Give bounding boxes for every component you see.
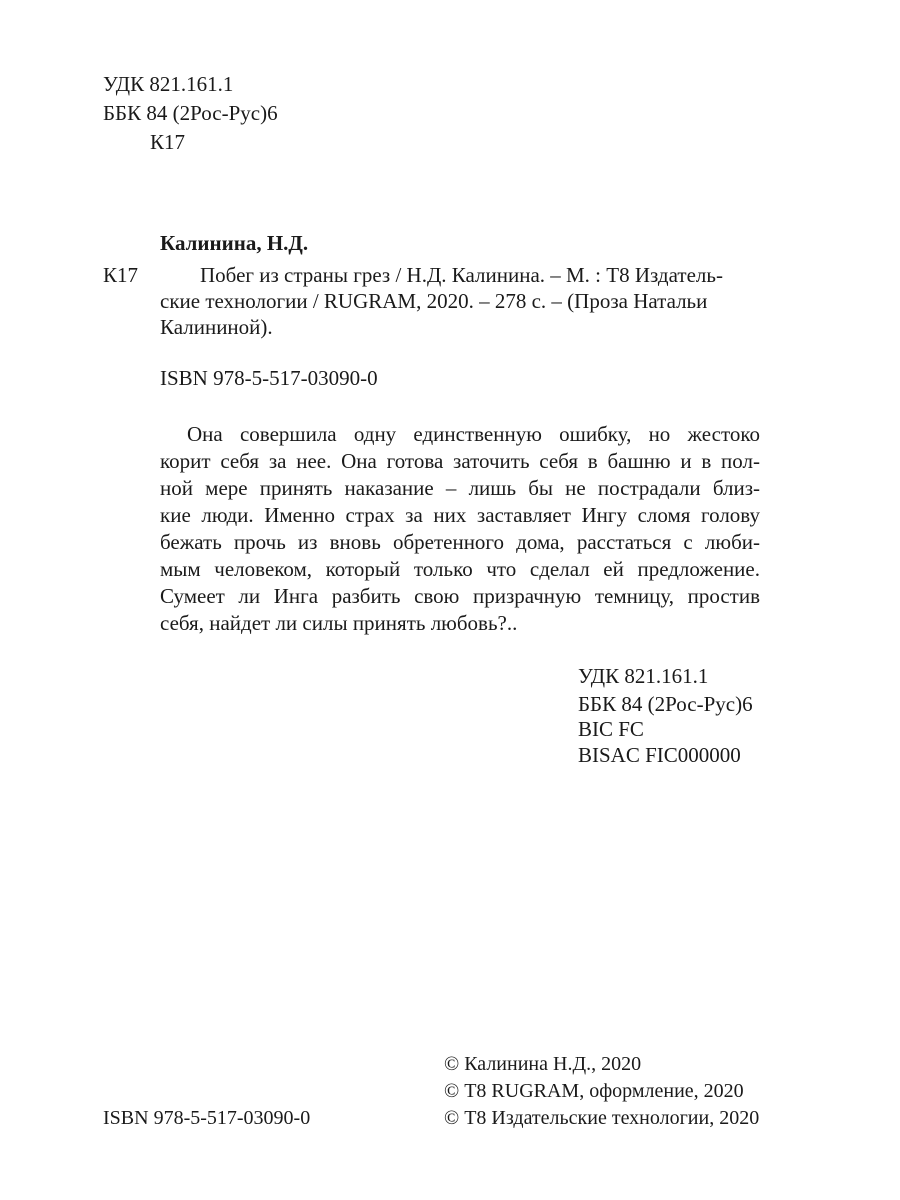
annotation-line-6: мым человеком, который только что сделал ей предложение. [160,557,760,581]
entry-line-1: Побег из страны грез / Н.Д. Калинина. – М. : Т8 Издатель- [200,263,723,287]
annotation-line-1: Она совершила одну единственную ошибку, но жестоко [187,422,760,446]
isbn-entry: ISBN 978-5-517-03090-0 [160,366,378,390]
author-sign-entry: К17 [103,263,139,287]
author-heading: Калинина, Н.Д. [160,231,309,255]
udk-top: УДК 821.161.1 [103,72,234,96]
annotation-line-2: корит себя за нее. Она готова заточить себя в башню и в пол- [160,449,760,473]
bisac-code: BISAC FIC000000 [578,743,741,767]
udk-right: УДК 821.161.1 [578,664,709,688]
bbk-top: ББК 84 (2Рос-Рус)6 [103,101,278,125]
entry-line-2: ские технологии / RUGRAM, 2020. – 278 с. – (Проза Натальи [160,289,708,313]
isbn-footer: ISBN 978-5-517-03090-0 [103,1107,311,1129]
bic-code: BIC FC [578,717,644,741]
annotation-line-7: Сумеет ли Инга разбить свою призрачную темницу, простив [160,584,760,608]
annotation-line-8: себя, найдет ли силы принять любовь?.. [160,611,518,635]
entry-line-3: Калининой). [160,315,273,339]
copyright-author: © Калинина Н.Д., 2020 [444,1053,642,1075]
author-sign-top: К17 [150,130,186,154]
annotation-line-3: ной мере принять наказание – лишь бы не пострадали близ- [160,476,760,500]
bbk-right: ББК 84 (2Рос-Рус)6 [578,692,753,716]
annotation-line-4: кие люди. Именно страх за них заставляет Ингу сломя голову [160,503,760,527]
annotation-line-5: бежать прочь из вновь обретенного дома, расстаться с люби- [160,530,760,554]
copyright-design: © Т8 RUGRAM, оформление, 2020 [444,1080,744,1102]
copyright-publisher: © Т8 Издательские технологии, 2020 [444,1107,760,1129]
